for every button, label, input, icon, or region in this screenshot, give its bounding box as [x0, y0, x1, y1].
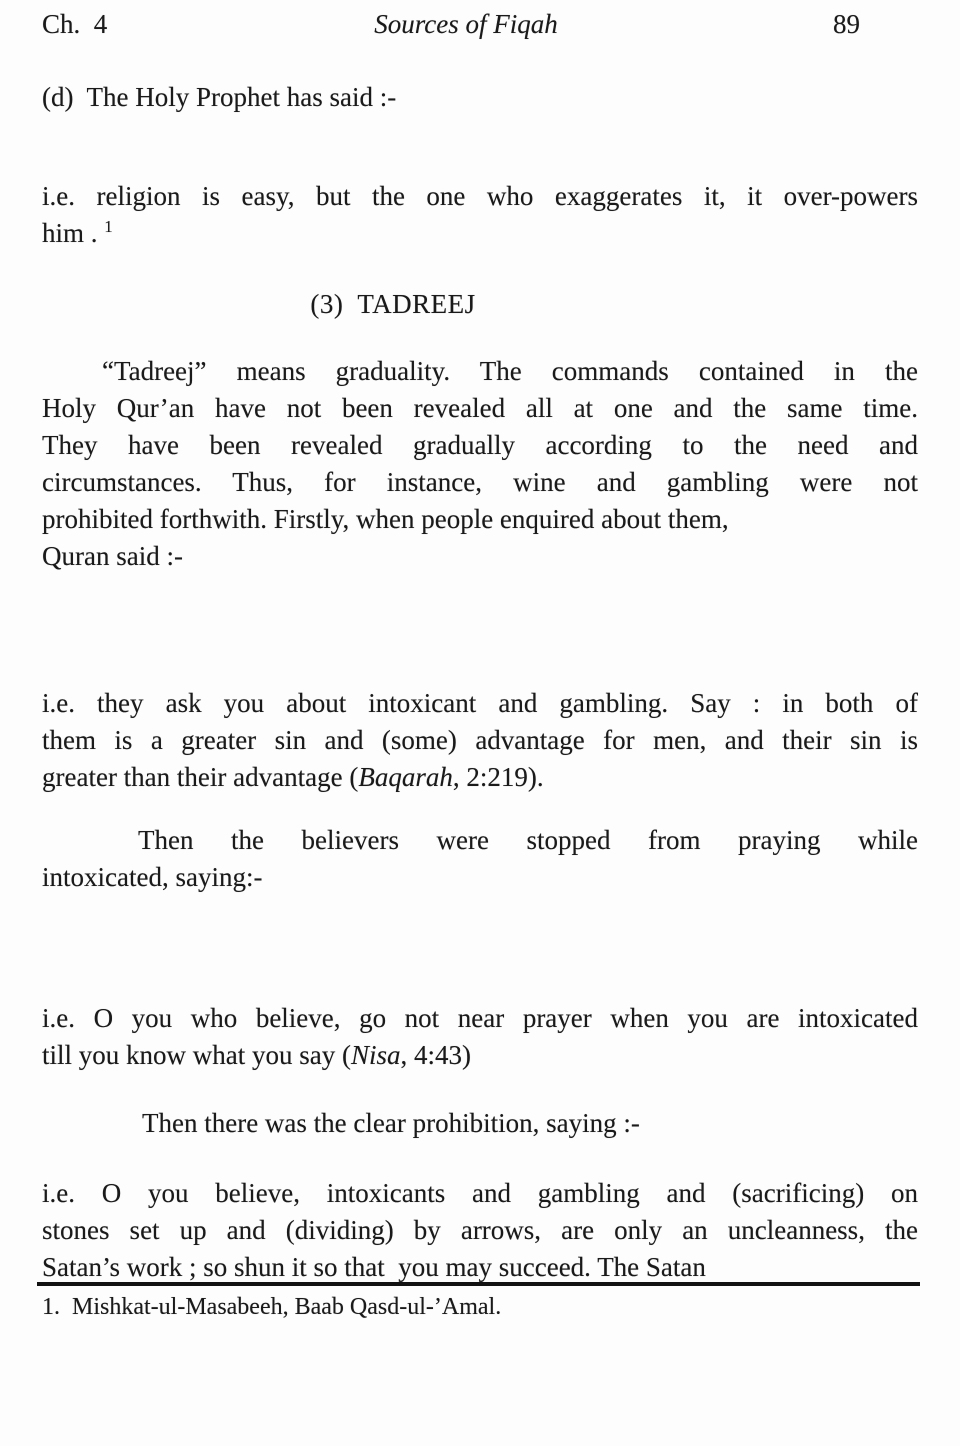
translation-religion-easy: [42, 178, 918, 252]
text-segment: , 4:43): [400, 1040, 472, 1070]
text-line: Holy Qur’an have not been revealed all at one and the same time.: [42, 393, 918, 423]
chapter-label: Ch. 4: [42, 9, 108, 39]
text-line: i.e. O you who believe, go not near prayer when you are intoxicated: [42, 1003, 918, 1033]
page-number: 89: [833, 9, 860, 39]
text-line: Then there was the clear prohibition, saying :-: [142, 1108, 640, 1138]
text-line: circumstances. Thus, for instance, wine and gambling were not: [42, 467, 918, 497]
surah-name-nisa: Nisa: [350, 1040, 401, 1070]
text-line: i.e. religion is easy, but the one who exaggerates it, it over-powers: [42, 181, 918, 211]
text-line: [42, 1037, 918, 1074]
paragraph-prophet-intro: (d) The Holy Prophet has said :-: [42, 82, 397, 112]
paragraph-tadreej: [42, 353, 918, 575]
text-segment: , 2:219).: [452, 762, 544, 792]
translation-nisa: [42, 1000, 918, 1074]
text-line: stones set up and (dividing) by arrows, are only an uncleanness, the: [42, 1215, 918, 1245]
section-heading-tadreej: (3) TADREEJ: [310, 289, 476, 319]
paragraph-prohibition: [42, 1105, 918, 1142]
text-segment: him .: [42, 218, 105, 248]
text-line: prohibited forthwith. Firstly, when people enquired about them,: [42, 504, 729, 534]
text-line: “Tadreej” means graduality. The commands contained in the: [102, 356, 918, 386]
text-line: [42, 215, 918, 252]
text-line: i.e. they ask you about intoxicant and gambling. Say : in both of: [42, 688, 918, 718]
text-line: Then the believers were stopped from praying while: [138, 825, 918, 855]
text-line: Satan’s work ; so shun it so that you may succeed. The Satan: [42, 1252, 706, 1282]
page-header: [42, 8, 918, 40]
surah-name-baqarah: Baqarah: [358, 762, 453, 792]
footnote-ref-1: 1: [104, 217, 113, 236]
text-line: them is a greater sin and (some) advantage for men, and their sin is: [42, 725, 918, 755]
translation-maidah: [42, 1175, 918, 1286]
text-segment: till you know what you say (: [42, 1040, 351, 1070]
paragraph-believers: [42, 822, 918, 896]
text-segment: greater than their advantage (: [42, 762, 359, 792]
text-line: They have been revealed gradually according to the need and: [42, 430, 918, 460]
text-line: Quran said :-: [42, 541, 183, 571]
text-line: i.e. O you believe, intoxicants and gambling and (sacrificing) on: [42, 1178, 918, 1208]
footnote-1: 1. Mishkat-ul-Masabeeh, Baab Qasd-ul-’Amal.: [42, 1294, 502, 1320]
text-line: intoxicated, saying:-: [42, 862, 263, 892]
text-line: [42, 759, 918, 796]
translation-baqarah: [42, 685, 918, 796]
running-title: Sources of Fiqah: [374, 9, 558, 39]
